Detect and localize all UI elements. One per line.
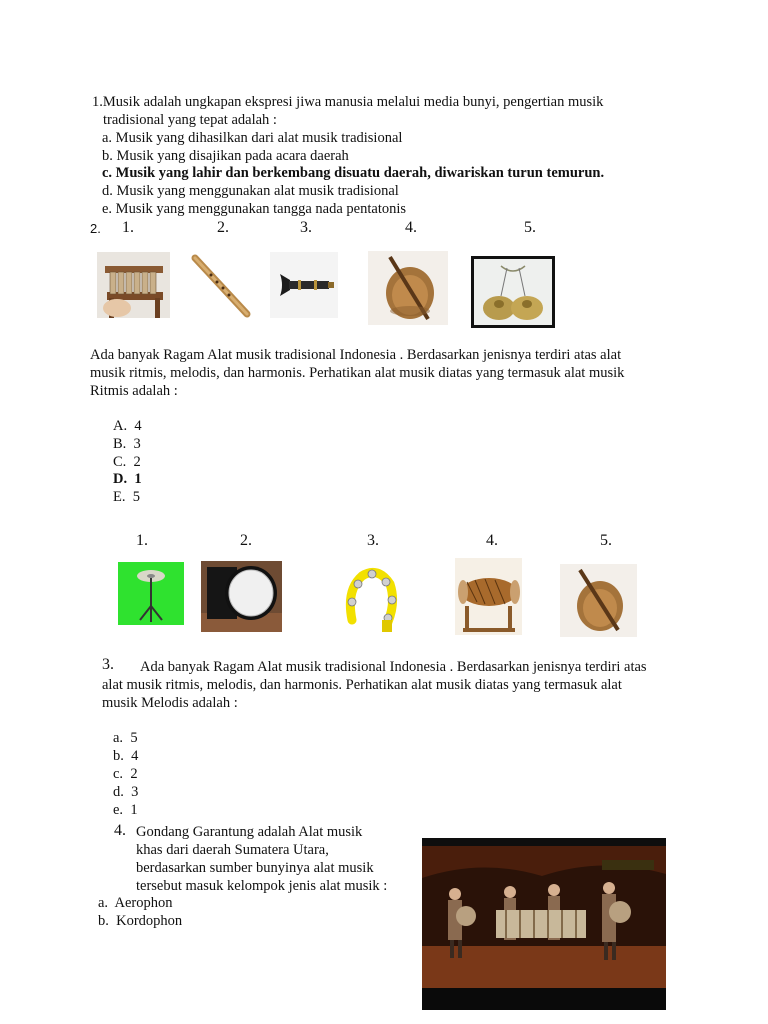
q3-option-e: e. 1: [113, 802, 138, 818]
q1-option-a: a. Musik yang dihasilkan dari alat musik tradisional: [102, 130, 403, 146]
trumpet-horn-image: [270, 252, 338, 318]
q2-option-e: E. 5: [113, 489, 140, 505]
q3-option-a: a. 5: [113, 730, 138, 746]
q1-option-d: d. Musik yang menggunakan alat musik tradisional: [102, 183, 399, 199]
lute-instrument-image-2: [560, 564, 637, 637]
q1-stem-line1: 1.Musik adalah ungkapan ekspresi jiwa manusia melalui media bunyi, pengertian musik: [92, 94, 604, 110]
q3-image-number-4: 4.: [486, 532, 498, 549]
q3-number: 3.: [102, 656, 114, 673]
q4-option-a: a. Aerophon: [98, 895, 173, 911]
q3-stem-line3: musik Melodis adalah :: [102, 695, 238, 711]
q2-image-number-3: 3.: [300, 219, 312, 236]
q3-stem-line2: alat musik ritmis, melodis, dan harmonis. Perhatikan alat musik diatas yang termasuk alat: [102, 677, 622, 693]
q3-option-d: d. 3: [113, 784, 139, 800]
flute-image: [189, 252, 252, 319]
q2-image-number-5: 5.: [524, 219, 536, 236]
q4-stem-line4: tersebut masuk kelompok jenis alat musik :: [136, 878, 388, 894]
q3-option-c: c. 2: [113, 766, 138, 782]
q2-option-a: A. 4: [113, 418, 142, 434]
q4-option-b: b. Kordophon: [98, 913, 183, 929]
q3-image-number-3: 3.: [367, 532, 379, 549]
q2-image-number-4: 4.: [405, 219, 417, 236]
q2-image-number-2: 2.: [217, 219, 229, 236]
q3-stem-line1: Ada banyak Ragam Alat musik tradisional Indonesia . Berdasarkan jenisnya terdiri atas: [140, 659, 647, 675]
q2-stem-line1: Ada banyak Ragam Alat musik tradisional Indonesia . Berdasarkan jenisnya terdiri atas alat: [90, 347, 622, 363]
q2-option-c: C. 2: [113, 454, 141, 470]
q1-option-b: b. Musik yang disajikan pada acara daerah: [102, 148, 349, 164]
q2-label: 2.: [90, 221, 101, 236]
cymbal-stand-image: [118, 562, 184, 625]
q3-image-number-5: 5.: [600, 532, 612, 549]
cymbals-image: [471, 256, 555, 328]
q4-stem-line3: berdasarkan sumber bunyinya alat musik: [136, 860, 374, 876]
q1-option-e: e. Musik yang menggunakan tangga nada pentatonis: [102, 201, 407, 217]
bamboo-angklung-image: [97, 252, 170, 318]
q3-option-b: b. 4: [113, 748, 139, 764]
traditional-drum-image: [455, 558, 522, 635]
q1-option-c: c. Musik yang lahir dan berkembang disuatu daerah, diwariskan turun temurun.: [102, 165, 605, 181]
bass-drum-image: [201, 561, 282, 632]
q1-stem-line2: tradisional yang tepat adalah :: [103, 112, 277, 128]
q2-image-number-1: 1.: [122, 219, 134, 236]
q4-stem-line2: khas dari daerah Sumatera Utara,: [136, 842, 329, 858]
q3-image-number-2: 2.: [240, 532, 252, 549]
gondang-garantung-photo: [422, 838, 666, 1010]
q4-number: 4.: [114, 822, 126, 839]
q3-image-number-1: 1.: [136, 532, 148, 549]
q2-stem-line2: musik ritmis, melodis, dan harmonis. Perhatikan alat musik diatas yang termasuk alat musik: [90, 365, 625, 381]
q2-option-d: D. 1: [113, 471, 142, 487]
q4-stem-line1: Gondang Garantung adalah Alat musik: [136, 824, 363, 840]
tambourine-image: [342, 560, 399, 636]
q2-stem-line3: Ritmis adalah :: [90, 383, 178, 399]
lute-instrument-image: [368, 251, 448, 325]
q2-option-b: B. 3: [113, 436, 141, 452]
